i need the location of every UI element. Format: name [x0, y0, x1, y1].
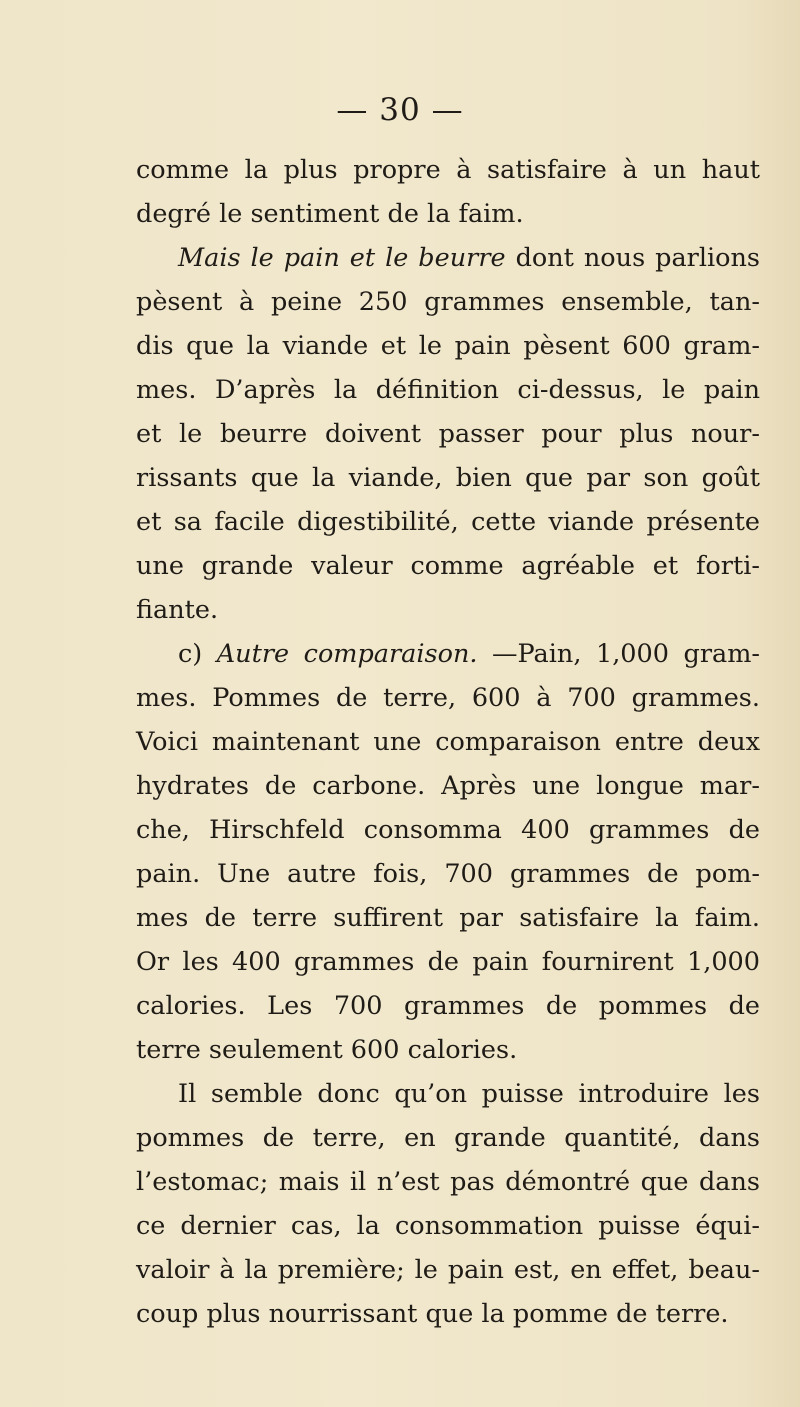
text-line: valoir à la première; le pain est, en effet, beau- — [136, 1255, 760, 1285]
text-line: pèsent à peine 250 grammes ensemble, tan- — [136, 287, 760, 317]
text-line: pain. Une autre fois, 700 grammes de pom- — [136, 859, 760, 889]
text-line: Voici maintenant une comparaison entre deux — [136, 727, 760, 757]
text-fragment: dont nous parlions — [505, 243, 761, 273]
text-line: et le beurre doivent passer pour plus nour- — [136, 419, 760, 449]
section-heading: Autre comparaison. — [216, 639, 478, 669]
text-line: degré le sentiment de la faim. — [136, 199, 524, 229]
text-line: calories. Les 700 grammes de pommes de — [136, 991, 760, 1021]
text-line: et sa facile digestibilité, cette viande présente — [136, 507, 760, 537]
text-line: ce dernier cas, la consommation puisse équi- — [136, 1211, 760, 1241]
text-line: mes. Pommes de terre, 600 à 700 grammes. — [136, 683, 760, 713]
section-label: c) — [178, 639, 217, 669]
text-line — [136, 632, 760, 676]
text-line: Il semble donc qu’on puisse introduire les — [178, 1079, 760, 1109]
text-line: pommes de terre, en grande quantité, dans — [136, 1123, 760, 1153]
page-number: — 30 — — [336, 92, 464, 128]
body-text — [136, 148, 760, 1336]
text-line: rissants que la viande, bien que par son goût — [136, 463, 760, 493]
text-line: dis que la viande et le pain pèsent 600 gram- — [136, 331, 760, 361]
text-line: mes de terre suffirent par satisfaire la faim. — [136, 903, 760, 933]
text-line: comme la plus propre à satisfaire à un haut — [136, 155, 760, 185]
text-line: che, Hirschfeld consomma 400 grammes de — [136, 815, 760, 845]
text-line: terre seulement 600 calories. — [136, 1035, 518, 1065]
text-line: coup plus nourrissant que la pomme de terre. — [136, 1299, 729, 1329]
text-line: fiante. — [136, 595, 219, 625]
text-line: Or les 400 grammes de pain fournirent 1,000 — [136, 947, 760, 977]
text-line: hydrates de carbone. Après une longue mar- — [136, 771, 760, 801]
text-fragment: —Pain, 1,000 gram- — [477, 639, 761, 669]
text-line: une grande valeur comme agréable et forti- — [136, 551, 760, 581]
text-line — [136, 236, 760, 280]
italic-phrase: Mais le pain et le beurre — [178, 243, 506, 273]
text-line: l’estomac; mais il n’est pas démontré que dans — [136, 1167, 760, 1197]
text-line: mes. D’après la définition ci-dessus, le pain — [136, 375, 760, 405]
